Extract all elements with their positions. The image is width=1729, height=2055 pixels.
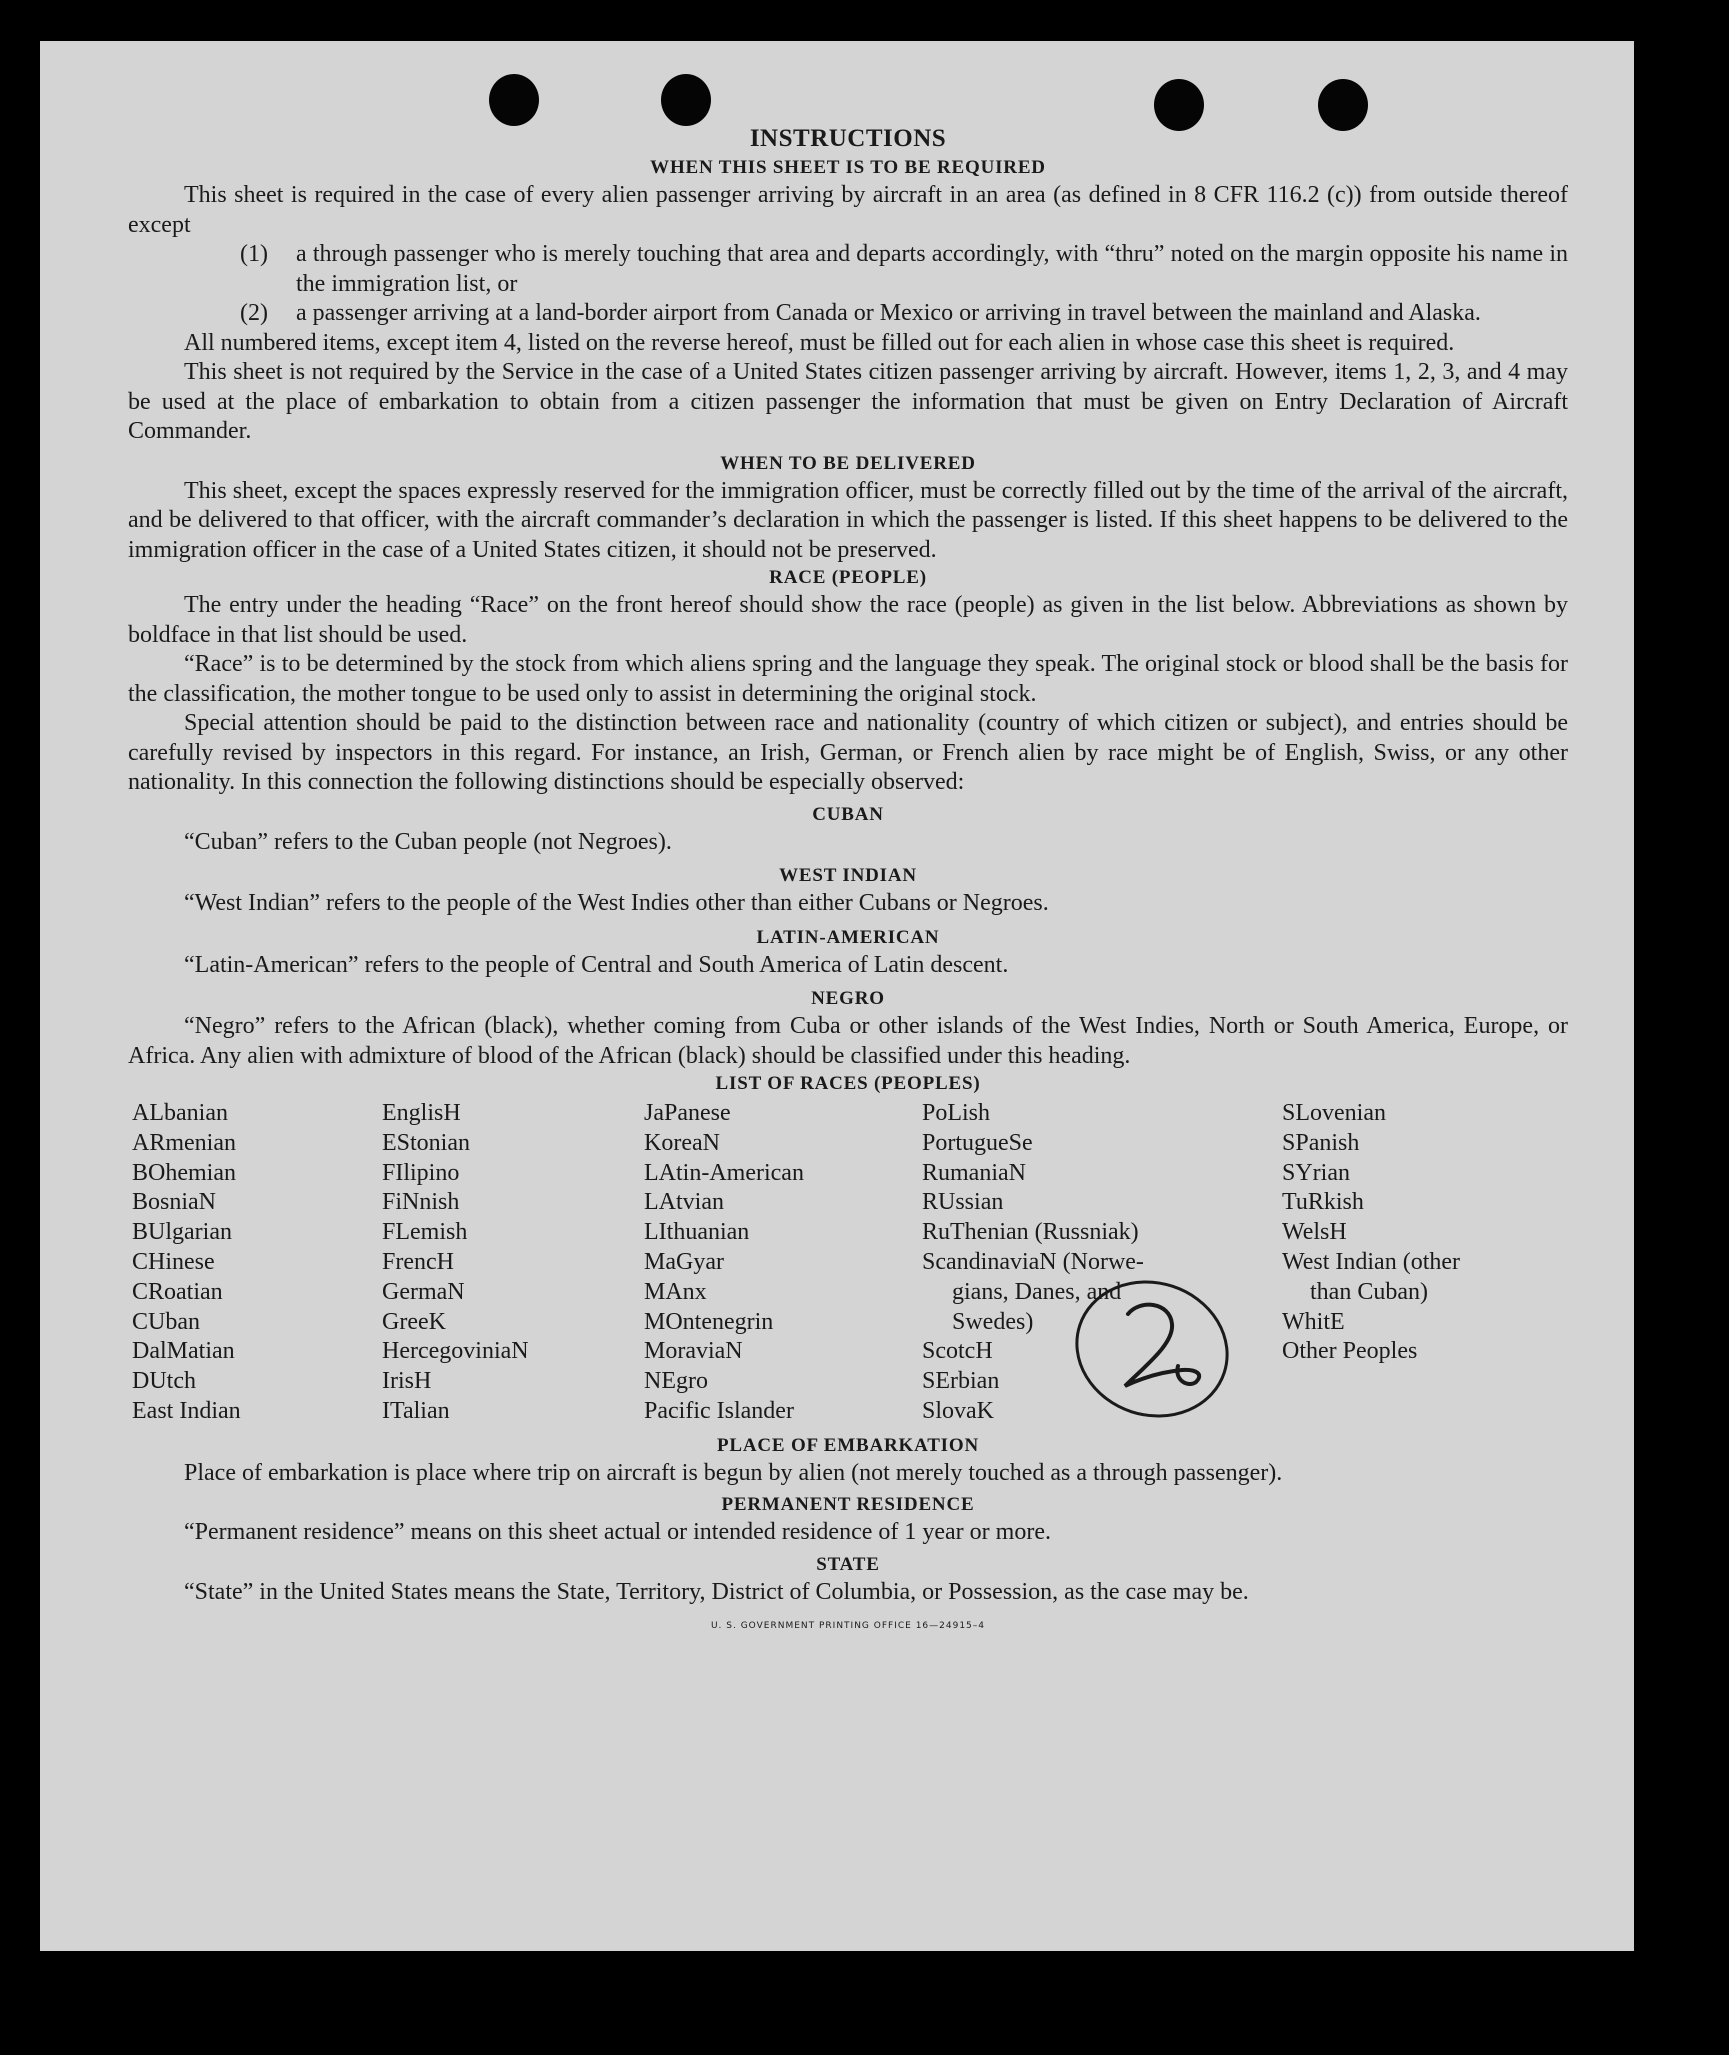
races-column: [128, 1099, 382, 1427]
race-entry: SErbian: [922, 1368, 1000, 1395]
section-heading-embarkation: PLACE OF EMBARKATION: [717, 1434, 979, 1456]
race-entry: LIthuanian: [644, 1219, 750, 1246]
race-entry: LAtvian: [644, 1189, 724, 1216]
race-entry: RUssian: [922, 1189, 1004, 1216]
section-heading-negro: NEGRO: [811, 988, 885, 1009]
race-entry: RuThenian (Russniak): [922, 1219, 1139, 1246]
section-heading-west-indian: WEST INDIAN: [779, 865, 917, 886]
paragraph: “Negro” refers to the African (black), whether coming from Cuba or other islands of the West Indies, North or South America, Europe, or Africa. Any alien with admixture of blood of the African (black) should be classified under this heading.: [128, 1013, 1568, 1069]
paragraph: This sheet is required in the case of every alien passenger arriving by aircraft in an area (as defined in 8 CFR 116.2 (c)) from outside thereof except: [128, 182, 1568, 238]
race-entry: BUlgarian: [132, 1219, 232, 1246]
race-entry: than Cuban): [1310, 1278, 1428, 1305]
race-entry: TuRkish: [1282, 1189, 1364, 1216]
race-entry: LAtin-American: [644, 1159, 804, 1186]
section-heading-latin-american: LATIN-AMERICAN: [756, 926, 940, 948]
section-heading-cuban: CUBAN: [812, 803, 884, 825]
race-entry: SlovaK: [922, 1397, 994, 1424]
race-entry: BOhemian: [132, 1159, 236, 1186]
race-entry: WelsH: [1282, 1219, 1347, 1246]
race-entry: GreeK: [382, 1308, 446, 1335]
races-column: [644, 1099, 922, 1427]
paragraph: This sheet, except the spaces expressly reserved for the immigration officer, must be correctly filled out by the time of the arrival of the aircraft, and be delivered to that officer, with the aircraft commander’s declaration in which the passenger is listed. If this sheet happens to be delivered to the immigration officer in the case of a United States citizen, it should not be preserved.: [128, 477, 1568, 563]
race-entry: MoraviaN: [644, 1338, 743, 1365]
race-entry: DalMatian: [132, 1338, 235, 1365]
race-entry: ARmenian: [132, 1129, 236, 1156]
race-entry: FrencH: [382, 1248, 454, 1275]
race-entry: BosniaN: [132, 1189, 216, 1216]
races-column: [382, 1099, 644, 1427]
race-entry: ScotcH: [922, 1338, 993, 1365]
section-heading-when-required: WHEN THIS SHEET IS TO BE REQUIRED: [650, 157, 1046, 178]
race-entry: KoreaN: [644, 1129, 720, 1156]
race-entry: DUtch: [132, 1368, 196, 1395]
race-entry: ScandinaviaN (Norwe-: [922, 1248, 1144, 1275]
item-number: (1): [240, 241, 268, 267]
paragraph: “West Indian” refers to the people of the West Indies other than either Cubans or Negroes.: [184, 890, 1049, 916]
race-entry: NEgro: [644, 1368, 708, 1395]
race-entry: Pacific Islander: [644, 1397, 794, 1424]
race-entry: GermaN: [382, 1278, 465, 1305]
race-entry: gians, Danes, and: [952, 1278, 1122, 1305]
race-entry: SPanish: [1282, 1129, 1360, 1156]
punch-hole: [661, 74, 711, 126]
race-entry: ITalian: [382, 1397, 450, 1424]
race-entry: MAnx: [644, 1278, 707, 1305]
paragraph: “State” in the United States means the State, Territory, District of Columbia, or Possession, as the case may be.: [184, 1578, 1249, 1605]
list-item: [128, 299, 1568, 329]
race-entry: FLemish: [382, 1219, 468, 1246]
race-entry: West Indian (other: [1282, 1248, 1461, 1275]
race-entry: SLovenian: [1282, 1100, 1386, 1126]
list-item: [128, 240, 1568, 299]
paragraph: “Race” is to be determined by the stock from which aliens spring and the language they speak. The original stock or blood shall be the basis for the classification, the mother tongue to be used only to assist in determining the original stock.: [128, 651, 1568, 707]
section-heading-state: STATE: [816, 1553, 880, 1575]
race-entry: SYrian: [1282, 1159, 1350, 1186]
race-entry: ALbanian: [132, 1100, 228, 1126]
paragraph: “Permanent residence” means on this sheet actual or intended residence of 1 year or more.: [184, 1519, 1051, 1546]
race-entry: JaPanese: [644, 1100, 731, 1126]
item-number: (2): [240, 300, 268, 326]
race-entry: WhitE: [1282, 1308, 1345, 1335]
race-entry: Swedes): [952, 1308, 1034, 1335]
section-heading-residence: PERMANENT RESIDENCE: [721, 1494, 975, 1516]
race-entry: FiNnish: [382, 1189, 460, 1216]
section-heading-when-delivered: WHEN TO BE DELIVERED: [720, 452, 976, 474]
paragraph: All numbered items, except item 4, listed on the reverse hereof, must be filled out for each alien in whose case this sheet is required.: [184, 329, 1455, 356]
race-entry: CRoatian: [132, 1278, 223, 1305]
document-page: [40, 41, 1634, 1951]
race-entry: MaGyar: [644, 1248, 724, 1275]
race-entry: FIlipino: [382, 1159, 460, 1186]
section-heading-race: RACE (PEOPLE): [769, 567, 927, 588]
item-text: a passenger arriving at a land-border airport from Canada or Mexico or arriving in travel between the mainland and Alaska.: [296, 300, 1481, 326]
race-entry: CHinese: [132, 1248, 215, 1275]
race-entry: PoLish: [922, 1100, 991, 1126]
race-entry: EnglisH: [382, 1100, 461, 1126]
race-entry: RumaniaN: [922, 1159, 1026, 1186]
punch-hole: [489, 74, 539, 126]
race-entry: EStonian: [382, 1129, 470, 1156]
section-heading-list-of-races: LIST OF RACES (PEOPLES): [715, 1073, 981, 1094]
paragraph: “Cuban” refers to the Cuban people (not Negroes).: [184, 828, 672, 855]
paragraph: “Latin-American” refers to the people of Central and South America of Latin descent.: [184, 951, 1009, 978]
races-column: [1282, 1099, 1542, 1427]
race-entry: Other Peoples: [1282, 1338, 1418, 1365]
race-entry: PortugueSe: [922, 1129, 1033, 1156]
race-entry: East Indian: [132, 1397, 241, 1424]
races-list: [128, 1099, 1568, 1427]
race-entry: MOntenegrin: [644, 1308, 774, 1335]
paragraph: Place of embarkation is place where trip on aircraft is begun by alien (not merely touched as a through passenger).: [184, 1459, 1283, 1486]
paragraph: The entry under the heading “Race” on the front hereof should show the race (people) as given in the list below. Abbreviations as shown by boldface in that list should be used.: [128, 592, 1568, 648]
paragraph: This sheet is not required by the Service in the case of a United States citizen passenger arriving by aircraft. However, items 1, 2, 3, and 4 may be used at the place of embarkation to obtain from a citizen passenger the information that must be given on Entry Declaration of Aircraft Commander.: [128, 359, 1568, 444]
race-entry: IrisH: [382, 1368, 432, 1395]
paragraph: Special attention should be paid to the distinction between race and nationality (country of which citizen or subject), and entries should be carefully revised by inspectors in this regard. For instance, an Irish, German, or French alien by race might be of English, Swiss, or any other nationality. In this connection the following distinctions should be especially observed:: [128, 710, 1568, 795]
race-entry: CUban: [132, 1308, 200, 1335]
printer-imprint: U. S. GOVERNMENT PRINTING OFFICE 16—24915–4: [710, 1621, 986, 1632]
item-text: a through passenger who is merely touching that area and departs accordingly, with “thru” noted on the margin opposite his name in the immigration list, or: [296, 241, 1568, 297]
races-column: [922, 1099, 1282, 1427]
instructions-body: [128, 123, 1568, 1631]
race-entry: HercegoviniaN: [382, 1338, 529, 1365]
page-title: INSTRUCTIONS: [749, 125, 947, 152]
